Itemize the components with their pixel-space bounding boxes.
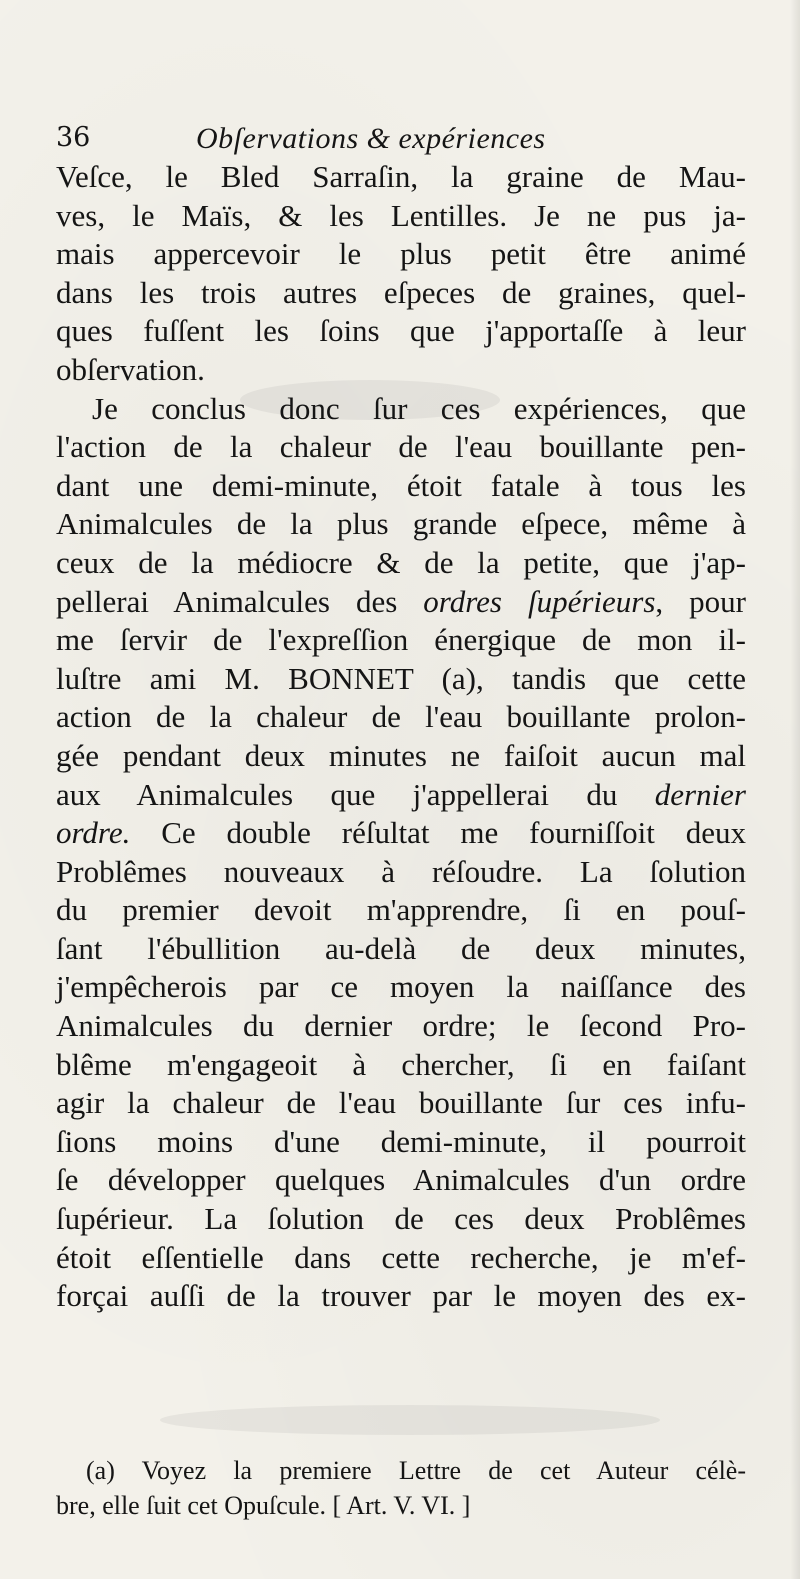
- text-line: gée pendant deux minutes ne faiſoit aucun mal: [56, 737, 746, 773]
- text-line: ſe développer quelques Animalcules d'un ordre: [56, 1162, 746, 1198]
- text-line: Animalcules du dernier ordre; le ſecond Pro-: [56, 1008, 746, 1044]
- bleed-through-stain: [160, 1405, 660, 1435]
- text-line: blême m'engageoit à chercher, ſi en faiſant: [56, 1046, 746, 1082]
- text-line: me ſervir de l'expreſſion énergique de mon il-: [56, 622, 746, 658]
- text-line: forçai auſſi de la trouver par le moyen des ex-: [56, 1278, 746, 1314]
- text-line: dant une demi-minute, étoit fatale à tous les: [56, 467, 746, 503]
- text-line: ordre. Ce double réſultat me fourniſſoit deux: [56, 815, 746, 851]
- text-line: ceux de la médiocre & de la petite, que j'ap-: [56, 544, 746, 580]
- page-number: 36: [56, 122, 91, 153]
- text-line: étoit eſſentielle dans cette recherche, je m'ef-: [56, 1239, 746, 1275]
- text-line: j'empêcherois par ce moyen la naiſſance des: [56, 969, 746, 1005]
- text-line: l'action de la chaleur de l'eau bouillante pen-: [56, 429, 746, 465]
- text-line: ves, le Maïs, & les Lentilles. Je ne pus ja-: [56, 197, 746, 233]
- text-line: Je conclus donc ſur ces expériences, que: [92, 390, 746, 426]
- footnote-line: (a) Voyez la premiere Lettre de cet Auteur célè-: [86, 1456, 746, 1485]
- text-line: Veſce, le Bled Sarraſin, la graine de Mau-: [56, 159, 746, 194]
- page-edge-shadow: [790, 0, 800, 1579]
- body-text: [56, 158, 746, 1316]
- text-line: action de la chaleur de l'eau bouillante prolon-: [56, 699, 746, 735]
- text-line: du premier devoit m'apprendre, ſi en pouſ-: [56, 892, 746, 928]
- text-line: Problêmes nouveaux à réſoudre. La ſolution: [56, 853, 746, 889]
- text-line: Animalcules de la plus grande eſpece, même à: [56, 506, 746, 542]
- text-line: ſant l'ébullition au-delà de deux minutes,: [56, 930, 746, 966]
- running-head: Obſervations & expériences: [196, 122, 546, 155]
- footnote: [56, 1453, 746, 1523]
- text-line: obſervation.: [56, 351, 205, 387]
- text-line: mais appercevoir le plus petit être animé: [56, 236, 746, 272]
- text-line: aux Animalcules que j'appellerai du dernier: [56, 776, 746, 812]
- text-line: pellerai Animalcules des ordres ſupérieurs, pour: [56, 583, 746, 619]
- text-line: agir la chaleur de l'eau bouillante ſur ces infu-: [56, 1085, 746, 1121]
- footnote-line: bre, elle ſuit cet Opuſcule. [ Art. V. VI. ]: [56, 1491, 471, 1520]
- text-line: ques fuſſent les ſoins que j'apportaſſe à leur: [56, 313, 746, 349]
- page-header: [56, 120, 746, 162]
- text-line: dans les trois autres eſpeces de graines, quel-: [56, 274, 746, 310]
- text-line: ſions moins d'une demi-minute, il pourroit: [56, 1123, 746, 1159]
- text-line: luſtre ami M. BONNET (a), tandis que cette: [56, 660, 746, 696]
- text-line: ſupérieur. La ſolution de ces deux Problêmes: [56, 1201, 746, 1237]
